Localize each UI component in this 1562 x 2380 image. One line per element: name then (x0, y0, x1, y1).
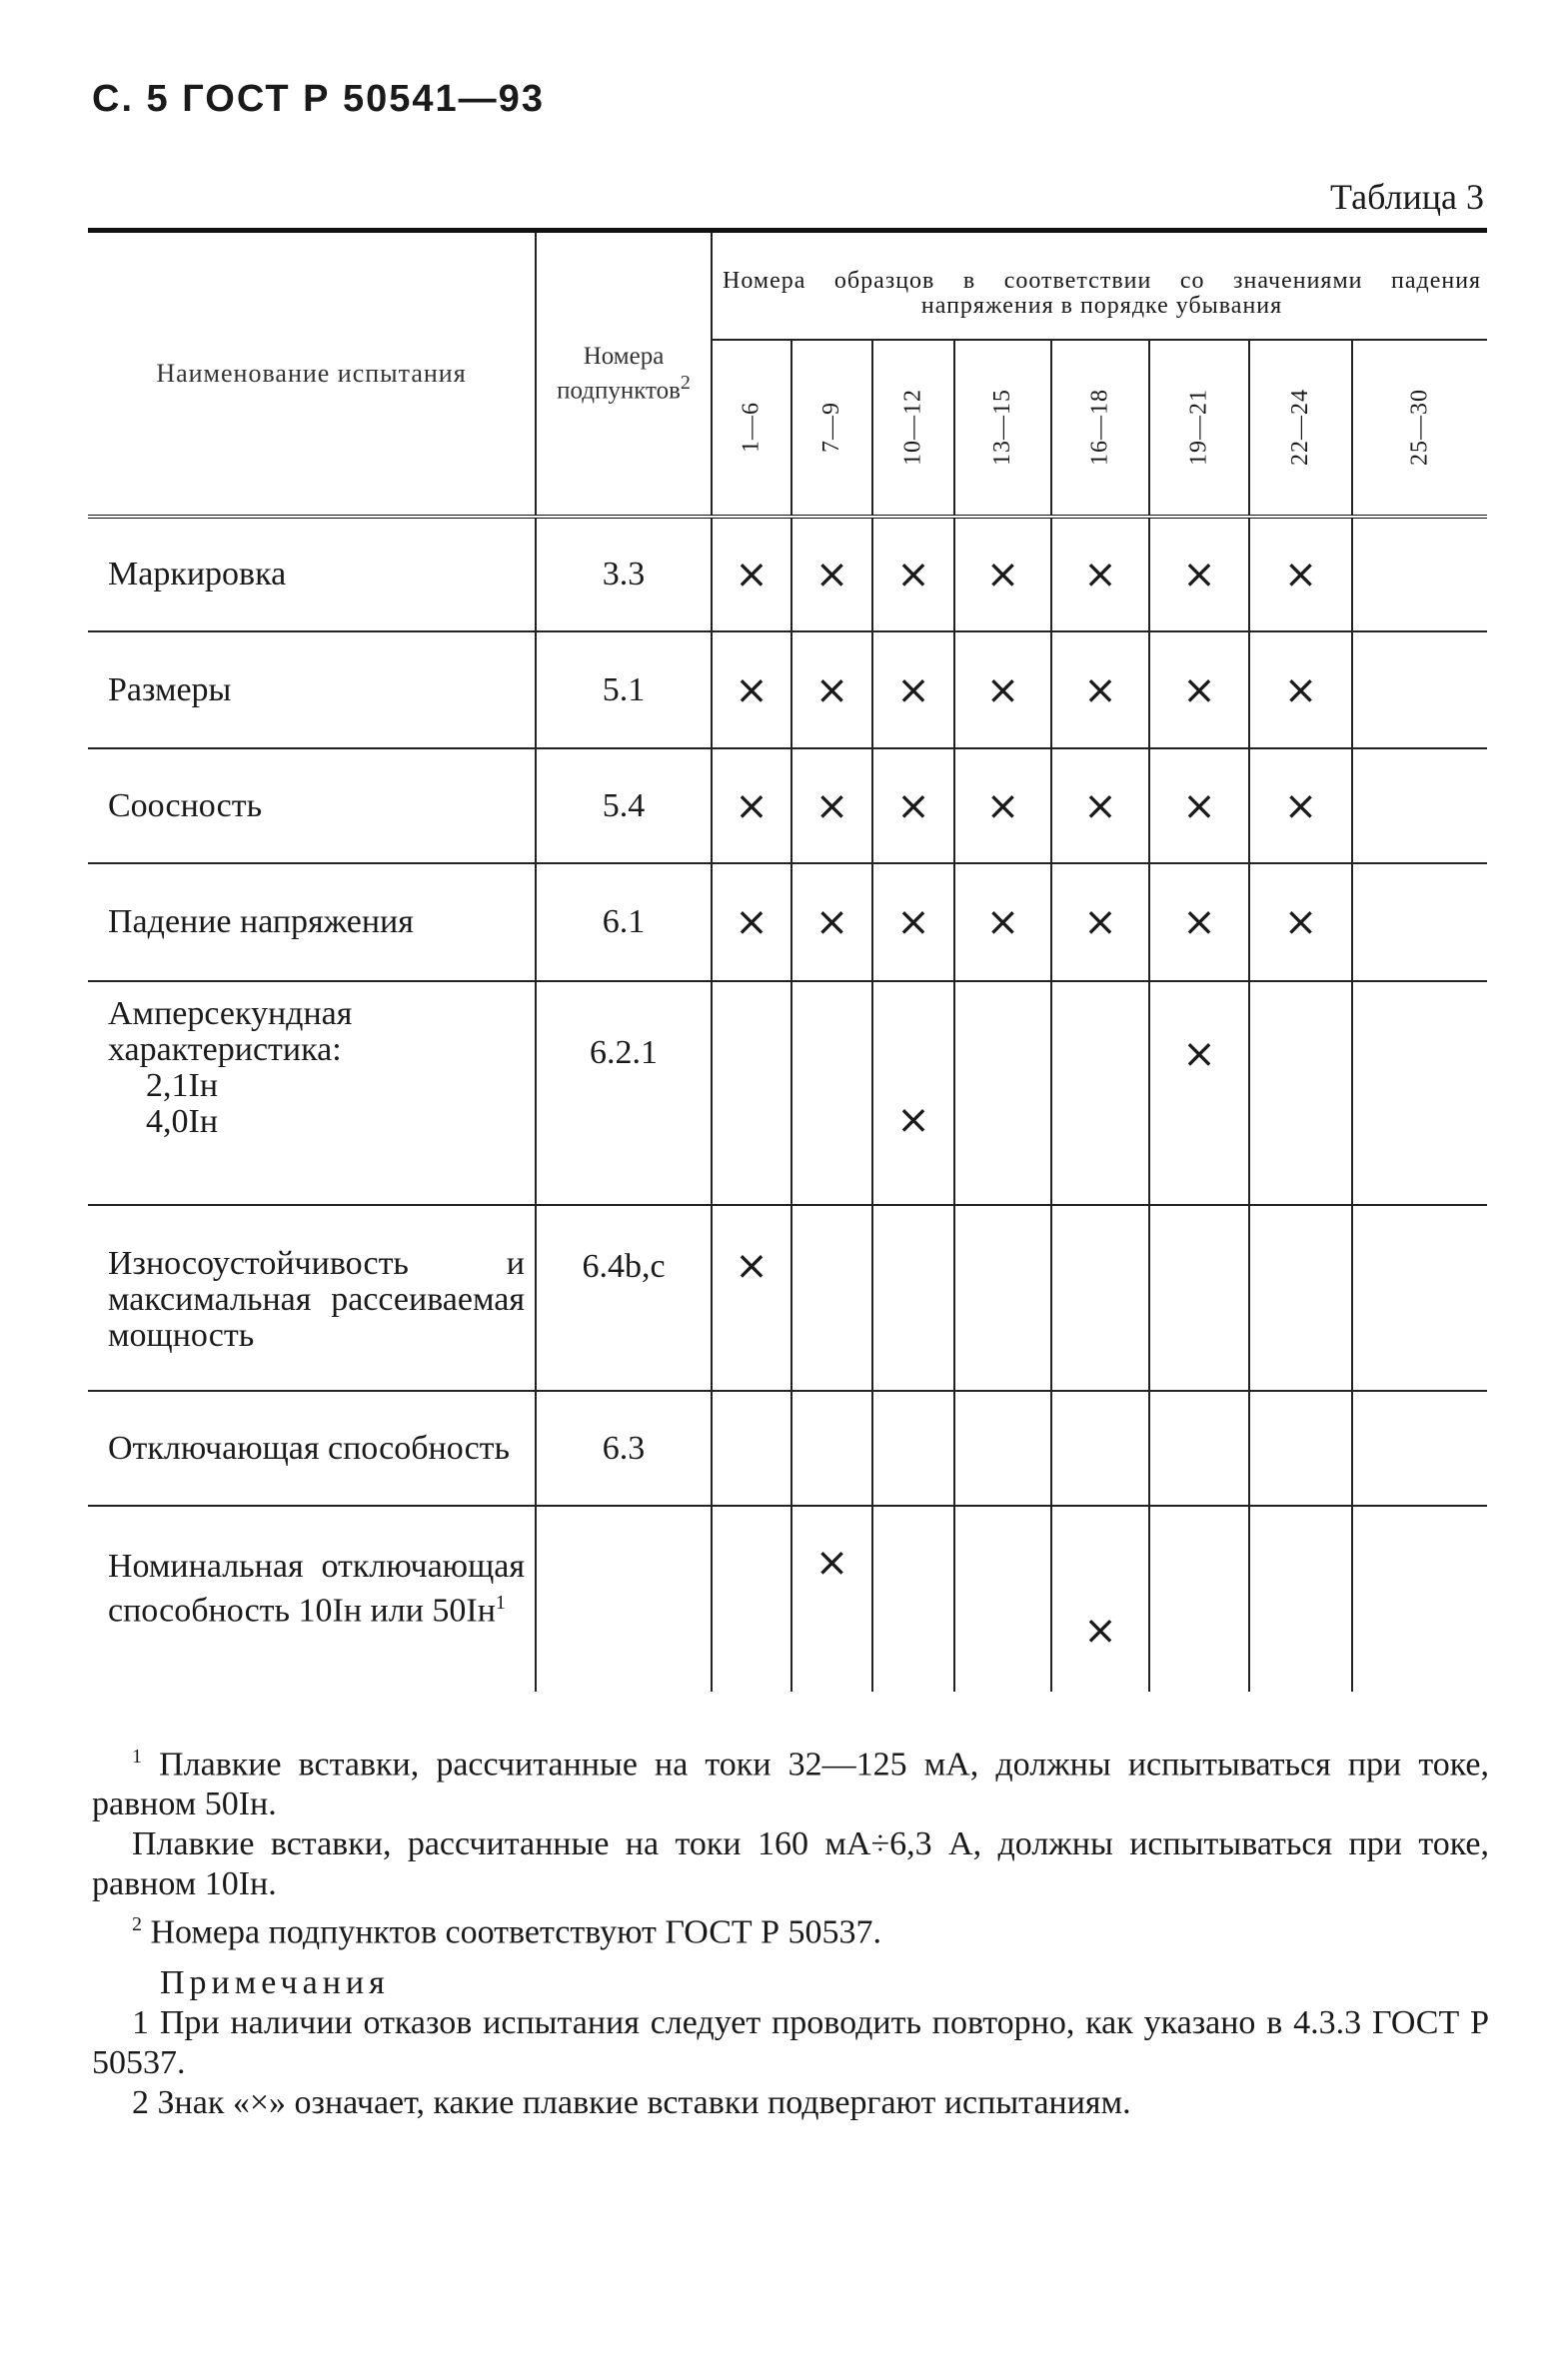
table-row (88, 1391, 1487, 1506)
footnote-ref-2: 2 (680, 371, 691, 394)
sample-column: 1—6 (738, 402, 765, 454)
sample-mark: × (985, 782, 1020, 829)
table-row (88, 1205, 1487, 1391)
sample-mark: × (1283, 552, 1318, 597)
test-subitem: 2,1Iн (146, 1067, 219, 1104)
sample-mark: × (896, 1097, 930, 1143)
test-name: Амперсекундная характеристика: (108, 995, 353, 1068)
test-subitem: 4,0Iн (146, 1103, 219, 1140)
sample-mark: × (735, 1243, 769, 1289)
test-name-cell (88, 1506, 536, 1692)
clause-number: 6.2.1 (536, 981, 712, 1205)
sample-mark: × (735, 899, 769, 945)
table-row (88, 517, 1487, 631)
sample-mark: × (735, 666, 769, 713)
footnote-text: Плавкие вставки, рассчитанные на токи 160 мА÷6,3 А, должны испытываться при токе, равном 10Iн. (92, 1825, 1489, 1903)
sample-mark: × (1083, 782, 1117, 829)
sample-mark: × (896, 782, 930, 829)
test-name: Размеры (88, 631, 536, 748)
sample-mark: × (1182, 782, 1216, 829)
column-header-clause-label: Номера подпунктов (557, 342, 681, 405)
clause-number (536, 1506, 712, 1692)
sample-mark: × (814, 782, 849, 829)
sample-mark: × (1283, 782, 1318, 829)
table-row (88, 631, 1487, 748)
test-name: Падение напряжения (88, 863, 536, 981)
sample-column: 22—24 (1287, 389, 1313, 467)
column-group-header: Номера образцов в соответствии со значениями падения напряжения в порядке убывания (712, 231, 1487, 340)
clause-number: 6.1 (536, 863, 712, 981)
test-name: Износоустойчивость и максимальная рассеиваемая мощность (88, 1205, 536, 1391)
test-name: Номинальная отключающая способность 10Iн или 50Iн (108, 1548, 525, 1630)
sample-mark: × (1083, 666, 1117, 713)
note-item: 1 При наличии отказов испытания следует проводить повторно, как указано в 4.3.3 ГОСТ Р 50537. (92, 2003, 1489, 2081)
sample-mark: × (1283, 666, 1318, 713)
page-header: С. 5 ГОСТ Р 50541—93 (92, 78, 545, 120)
footnote-mark: 2 (132, 1913, 142, 1936)
footnote (92, 1824, 1489, 1904)
clause-number: 6.3 (536, 1391, 712, 1506)
sample-column: 13—15 (989, 389, 1015, 467)
note-item: 2 Знак «×» означает, какие плавкие вставки подвергают испытаниям. (132, 2083, 1131, 2121)
notes-title: Примечания (160, 1963, 390, 2001)
sample-mark: × (814, 666, 849, 713)
sample-column: 10—12 (899, 389, 926, 467)
test-name-cell (88, 981, 536, 1205)
sample-mark: × (1182, 552, 1216, 597)
sample-mark: × (896, 899, 930, 945)
test-name: Маркировка (88, 517, 536, 631)
sample-mark: × (814, 552, 849, 597)
test-name: Отключающая способность (88, 1391, 536, 1506)
sample-column: 25—30 (1406, 389, 1433, 467)
sample-mark: × (735, 552, 769, 597)
column-header-clause (536, 231, 712, 518)
footnote-mark: 1 (132, 1746, 142, 1768)
table-row (88, 1506, 1487, 1692)
table-caption: Таблица 3 (1330, 177, 1484, 217)
footnote-text: Плавкие вставки, рассчитанные на токи 32—125 мА, должны испытываться при токе, равном 50Iн. (92, 1746, 1490, 1823)
sample-mark: × (1083, 899, 1117, 945)
sample-column: 19—21 (1185, 389, 1212, 467)
sample-mark: × (814, 899, 849, 945)
sample-mark: × (1182, 899, 1216, 945)
sample-mark: × (985, 899, 1020, 945)
clause-number: 3.3 (536, 517, 712, 631)
sample-mark: × (1083, 1608, 1117, 1654)
sample-mark: × (1283, 899, 1318, 945)
column-header-test-name: Наименование испытания (88, 231, 536, 518)
sample-mark: × (985, 552, 1020, 597)
sample-mark: × (735, 782, 769, 829)
footnote (92, 1737, 1489, 1824)
sample-column: 7—9 (818, 402, 844, 454)
sample-mark: × (1083, 552, 1117, 597)
table-row (88, 981, 1487, 1205)
clause-number: 6.4b,c (536, 1205, 712, 1391)
footnote-ref-1: 1 (495, 1592, 506, 1614)
sample-column: 16—18 (1086, 389, 1113, 467)
sample-mark: × (896, 552, 930, 597)
clause-number: 5.4 (536, 748, 712, 863)
footnotes-and-notes (92, 1737, 1489, 2123)
table-row (88, 863, 1487, 981)
sample-mark: × (814, 1540, 849, 1586)
footnote-text: Номера подпунктов соответствуют ГОСТ Р 50537. (150, 1913, 882, 1951)
clause-number: 5.1 (536, 631, 712, 748)
table-row (88, 748, 1487, 863)
test-name: Соосность (88, 748, 536, 863)
sample-mark: × (985, 666, 1020, 713)
footnote (92, 1904, 1489, 1952)
sample-mark: × (896, 666, 930, 713)
sample-mark: × (1182, 666, 1216, 713)
sample-mark: × (1182, 1031, 1216, 1077)
test-table (88, 228, 1487, 1692)
